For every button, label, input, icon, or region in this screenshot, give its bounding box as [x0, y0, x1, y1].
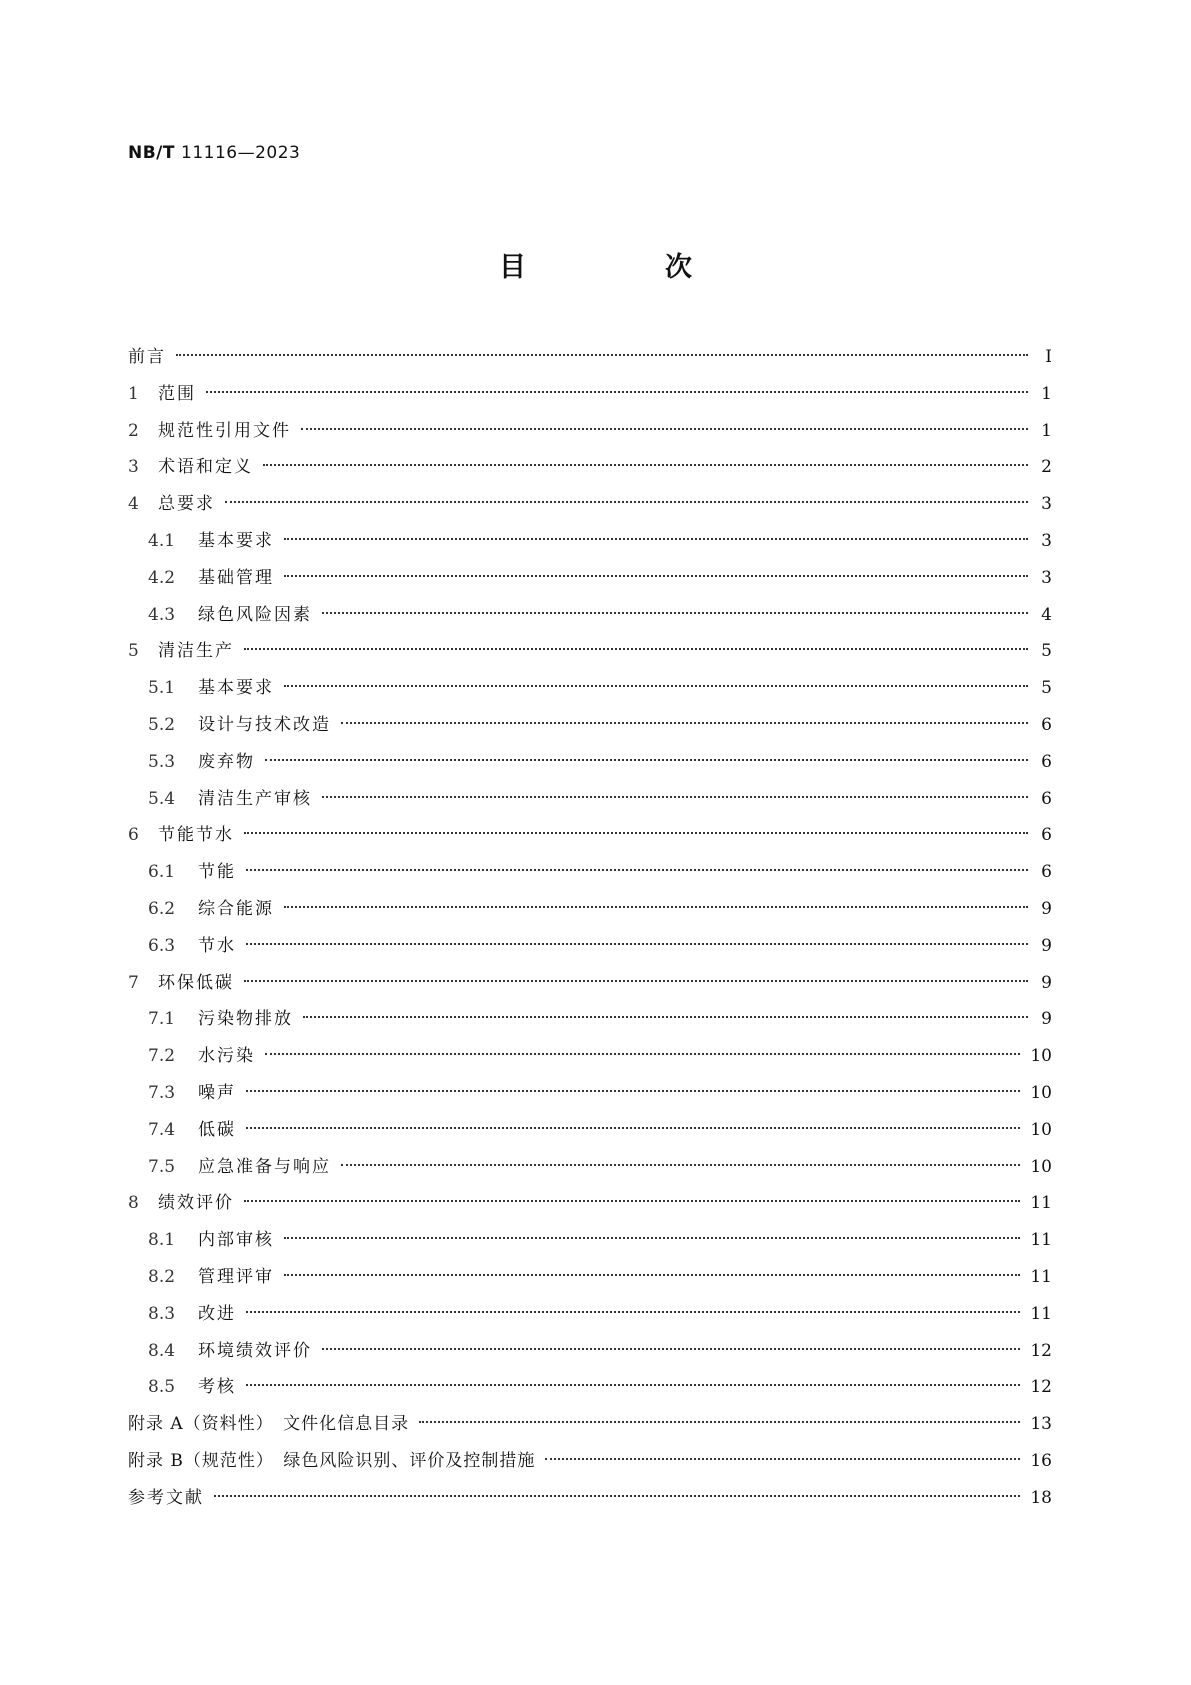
- toc-page-number: 6: [1041, 862, 1052, 883]
- toc-section-number: 7.2: [148, 1046, 176, 1067]
- toc-section-number: 1: [128, 383, 139, 404]
- toc-page-number: 12: [1030, 1377, 1052, 1398]
- toc-entry[interactable]: [128, 413, 1052, 450]
- dot-leader: [246, 943, 1028, 945]
- toc-entry[interactable]: [128, 1149, 1052, 1186]
- toc-page-number: Ⅰ: [1045, 347, 1052, 367]
- dot-leader: [322, 796, 1028, 798]
- toc-entry[interactable]: [128, 339, 1052, 376]
- dot-leader: [265, 759, 1028, 761]
- dot-leader: [206, 391, 1028, 393]
- toc-section-number: 4.1: [148, 530, 176, 551]
- toc-entry[interactable]: [128, 376, 1052, 413]
- toc-entry[interactable]: [128, 1112, 1052, 1149]
- toc-section-number: 8.3: [148, 1303, 176, 1324]
- toc-section-title: 节水: [198, 935, 236, 956]
- toc-page-number: 13: [1030, 1414, 1052, 1435]
- dot-leader: [341, 722, 1028, 724]
- toc-section-number: 5.2: [148, 714, 176, 735]
- dot-leader: [284, 538, 1028, 540]
- toc-entry[interactable]: [128, 560, 1052, 597]
- toc-section-number: 6.3: [148, 935, 176, 956]
- toc-entry[interactable]: [128, 1480, 1052, 1517]
- toc-section-title: 应急准备与响应: [198, 1156, 331, 1177]
- toc-section-number: 5.3: [148, 751, 176, 772]
- toc-entry[interactable]: [128, 891, 1052, 928]
- dot-leader: [246, 1127, 1020, 1129]
- toc-entry[interactable]: [128, 1259, 1052, 1296]
- toc-page-number: 3: [1041, 567, 1052, 588]
- toc-entry[interactable]: [128, 928, 1052, 965]
- toc-section-title: 清洁生产: [158, 641, 234, 662]
- dot-leader: [284, 906, 1028, 908]
- toc-page-number: 6: [1041, 788, 1052, 809]
- toc-section-number: 7.3: [148, 1082, 176, 1103]
- dot-leader: [341, 1164, 1020, 1166]
- toc-section-number: 8.5: [148, 1377, 176, 1398]
- toc-page-number: 11: [1030, 1193, 1052, 1214]
- dot-leader: [303, 1016, 1028, 1018]
- toc-section-title: 附录 A（资料性） 文件化信息目录: [128, 1414, 410, 1435]
- dot-leader: [322, 1348, 1020, 1350]
- toc-page-number: 9: [1041, 972, 1052, 993]
- toc-section-number: 4: [128, 494, 139, 515]
- toc-entry[interactable]: [128, 1443, 1052, 1480]
- toc-page-number: 3: [1041, 494, 1052, 515]
- toc-section-title: 基本要求: [198, 530, 274, 551]
- dot-leader: [244, 1200, 1020, 1202]
- toc-section-number: 6.1: [148, 862, 176, 883]
- toc-section-number: 3: [128, 457, 139, 478]
- toc-section-title: 管理评审: [198, 1266, 274, 1287]
- toc-page-number: 5: [1041, 641, 1052, 662]
- toc-page-number: 11: [1030, 1303, 1052, 1324]
- toc-section-title: 附录 B（规范性） 绿色风险识别、评价及控制措施: [128, 1450, 536, 1471]
- toc-entry[interactable]: [128, 1038, 1052, 1075]
- toc-page-number: 16: [1030, 1450, 1052, 1471]
- toc-page-number: 18: [1030, 1487, 1052, 1508]
- toc-entry[interactable]: [128, 817, 1052, 854]
- toc-section-title: 前言: [128, 347, 166, 367]
- dot-leader: [246, 869, 1028, 871]
- dot-leader: [176, 354, 1028, 356]
- page-title: 目 次: [499, 252, 748, 283]
- standard-number: 11116—2023: [181, 143, 301, 163]
- toc-entry[interactable]: [128, 449, 1052, 486]
- toc-section-number: 5: [128, 641, 139, 662]
- toc-section-title: 改进: [198, 1303, 236, 1324]
- toc-page-number: 11: [1030, 1230, 1052, 1251]
- dot-leader: [284, 575, 1028, 577]
- toc-section-number: 4.2: [148, 567, 176, 588]
- toc-section-number: 5.1: [148, 678, 176, 699]
- toc-section-title: 内部审核: [198, 1230, 274, 1251]
- dot-leader: [246, 1090, 1020, 1092]
- dot-leader: [545, 1458, 1020, 1460]
- toc-entry[interactable]: [128, 1406, 1052, 1443]
- dot-leader: [244, 980, 1028, 982]
- dot-leader: [244, 648, 1028, 650]
- dot-leader: [419, 1421, 1020, 1423]
- toc-page-number: 10: [1030, 1119, 1052, 1140]
- toc-section-title: 参考文献: [128, 1487, 204, 1508]
- toc-section-number: 4.3: [148, 604, 176, 625]
- dot-leader: [265, 1053, 1020, 1055]
- dot-leader: [284, 1237, 1020, 1239]
- dot-leader: [246, 1311, 1020, 1313]
- toc-section-number: 8: [128, 1193, 139, 1214]
- toc-page-number: 11: [1030, 1266, 1052, 1287]
- dot-leader: [246, 1384, 1020, 1386]
- toc-page-number: 6: [1041, 751, 1052, 772]
- toc-entry[interactable]: [128, 670, 1052, 707]
- toc-section-number: 8.4: [148, 1340, 176, 1361]
- toc-page-number: 10: [1030, 1046, 1052, 1067]
- toc-entry[interactable]: [128, 523, 1052, 560]
- toc-entry[interactable]: [128, 854, 1052, 891]
- dot-leader: [225, 501, 1028, 503]
- toc-section-number: 8.1: [148, 1230, 176, 1251]
- toc-section-number: 7: [128, 972, 139, 993]
- toc-entry[interactable]: [128, 1369, 1052, 1406]
- toc-page-number: 6: [1041, 714, 1052, 735]
- toc-section-title: 基本要求: [198, 678, 274, 699]
- table-of-contents: [128, 339, 1052, 1517]
- toc-page-number: 10: [1030, 1082, 1052, 1103]
- toc-entry[interactable]: [128, 1333, 1052, 1370]
- toc-page-number: 4: [1041, 604, 1052, 625]
- dot-leader: [244, 832, 1028, 834]
- toc-section-title: 设计与技术改造: [198, 714, 331, 735]
- toc-page-number: 10: [1030, 1156, 1052, 1177]
- standard-prefix: NB/T: [128, 143, 175, 163]
- toc-section-title: 范围: [158, 383, 196, 404]
- toc-section-title: 基础管理: [198, 567, 274, 588]
- toc-section-number: 6.2: [148, 898, 176, 919]
- toc-page-number: 2: [1041, 457, 1052, 478]
- toc-section-title: 节能节水: [158, 825, 234, 846]
- toc-entry[interactable]: [128, 707, 1052, 744]
- toc-page-number: 12: [1030, 1340, 1052, 1361]
- toc-section-title: 绿色风险因素: [198, 604, 312, 625]
- toc-page-number: 9: [1041, 1009, 1052, 1030]
- toc-section-number: 7.5: [148, 1156, 176, 1177]
- toc-section-number: 8.2: [148, 1266, 176, 1287]
- toc-section-number: 7.1: [148, 1009, 176, 1030]
- toc-page-number: 1: [1041, 383, 1052, 404]
- toc-entry[interactable]: [128, 1222, 1052, 1259]
- toc-section-title: 总要求: [158, 494, 215, 515]
- toc-section-title: 绩效评价: [158, 1193, 234, 1214]
- toc-section-title: 低碳: [198, 1119, 236, 1140]
- toc-section-title: 环境绩效评价: [198, 1340, 312, 1361]
- toc-entry[interactable]: [128, 1296, 1052, 1333]
- toc-entry[interactable]: [128, 633, 1052, 670]
- toc-entry[interactable]: [128, 1001, 1052, 1038]
- toc-entry[interactable]: [128, 1185, 1052, 1222]
- toc-section-title: 考核: [198, 1377, 236, 1398]
- toc-entry[interactable]: [128, 1075, 1052, 1112]
- toc-page-number: 1: [1041, 420, 1052, 441]
- toc-section-number: 7.4: [148, 1119, 176, 1140]
- toc-section-title: 噪声: [198, 1082, 236, 1103]
- toc-section-title: 废弃物: [198, 751, 255, 772]
- toc-page-number: 9: [1041, 898, 1052, 919]
- toc-section-title: 综合能源: [198, 898, 274, 919]
- toc-section-title: 清洁生产审核: [198, 788, 312, 809]
- dot-leader: [322, 612, 1028, 614]
- toc-section-title: 污染物排放: [198, 1009, 293, 1030]
- toc-section-number: 6: [128, 825, 139, 846]
- toc-page-number: 5: [1041, 678, 1052, 699]
- toc-section-title: 环保低碳: [158, 972, 234, 993]
- toc-section-number: 2: [128, 420, 139, 441]
- dot-leader: [263, 464, 1028, 466]
- toc-page-number: 3: [1041, 530, 1052, 551]
- toc-section-number: 5.4: [148, 788, 176, 809]
- toc-entry[interactable]: [128, 781, 1052, 818]
- toc-page-number: 9: [1041, 935, 1052, 956]
- toc-section-title: 节能: [198, 862, 236, 883]
- dot-leader: [284, 1274, 1020, 1276]
- toc-entry[interactable]: [128, 744, 1052, 781]
- toc-page-number: 6: [1041, 825, 1052, 846]
- standard-code: [128, 143, 300, 163]
- toc-entry[interactable]: [128, 486, 1052, 523]
- dot-leader: [214, 1495, 1020, 1497]
- toc-section-title: 规范性引用文件: [158, 420, 291, 441]
- dot-leader: [284, 685, 1028, 687]
- toc-section-title: 术语和定义: [158, 457, 253, 478]
- toc-section-title: 水污染: [198, 1046, 255, 1067]
- dot-leader: [301, 428, 1028, 430]
- toc-entry[interactable]: [128, 597, 1052, 634]
- toc-entry[interactable]: [128, 965, 1052, 1002]
